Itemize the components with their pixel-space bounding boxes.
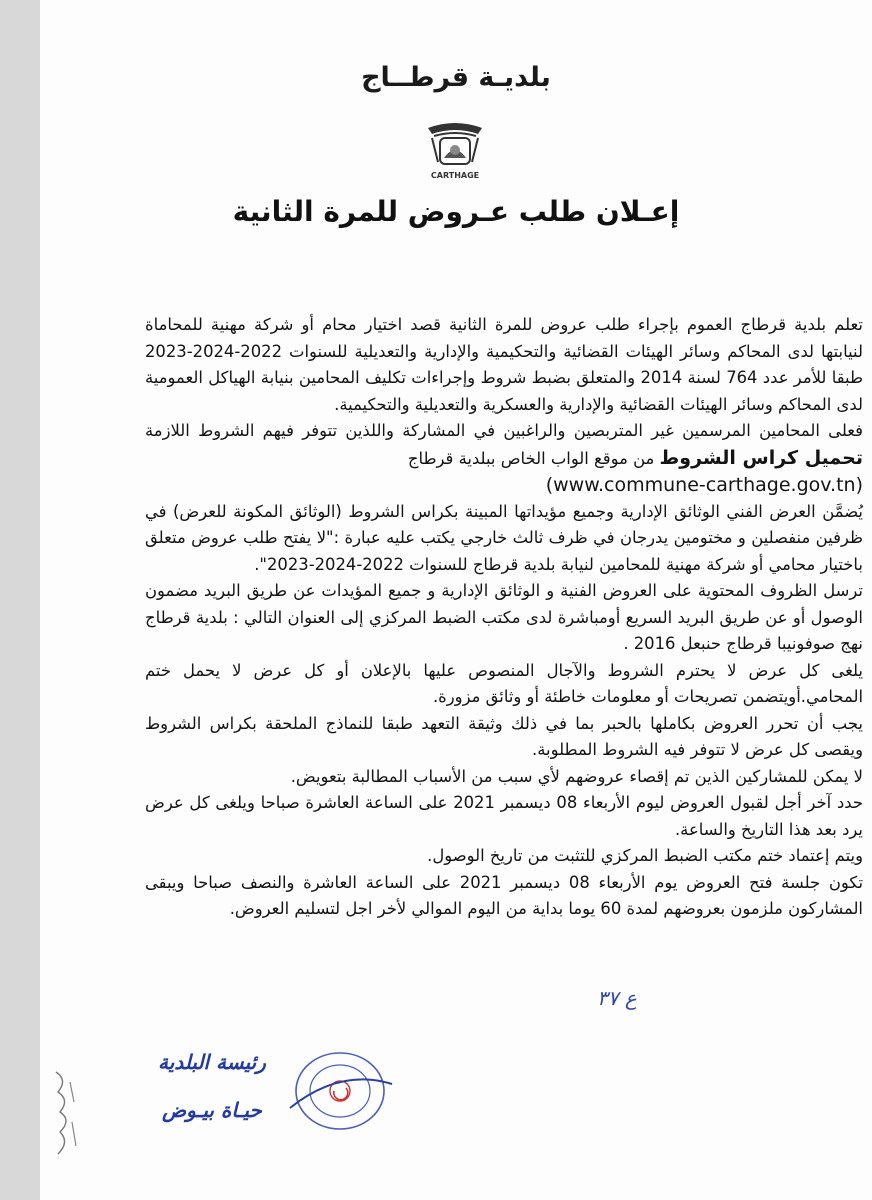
announcement-body [145,312,863,923]
institution-header: بلديـة قرطــاج [361,62,551,93]
margin-handwriting [48,1062,82,1172]
paragraph-opening-session: تكون جلسة فتح العروض يوم الأربعاء 08 ديسمبر 2021 على الساعة العاشرة والنصف صباحا ويبقى المشاركون ملزمون بعروضهم لمدة 60 يوما بداية من اليوم الموالي لأخر اجل لتسليم العروض. [145,872,864,918]
paragraph-submission: ترسل الظروف المحتوية على العروض الفنية و الوثائق الإدارية و جميع المؤيدات عن طريق البريد مضمون الوصول أو عن طريق البريد السريع أومباشرة لدى مكتب الضبط المركزي إلى العنوان التالي : بلدية قرطاج نهج صوفونيبا قرطاج حنبعل 2016 . [145,581,863,653]
handwritten-annotation: ع ٣٧ [597,986,637,1010]
paragraph-cancellation: يلغى كل عرض لا يحترم الشروط والآجال المنصوص عليها بالإعلان أو كل عرض لا يحمل ختم المحامي.أويتضمن تصريحات أو معلومات خاطئة أو وثائق مزورة. [145,660,863,706]
paragraph-no-compensation: لا يمكن للمشاركين الذين تم إقصاء عروضهم لأي سبب من الأسباب المطالبة بتعويض. [290,766,863,786]
signatory-name: حيـاة بيـوض [162,1098,262,1122]
download-emphasis: تحميل كراس الشروط [659,446,863,469]
announcement-title: إعـلان طلب عـروض للمرة الثانية [232,195,680,228]
paragraph-stamp: ويتم إعتماد ختم مكتب الضبط المركزي للتثبت من تاريخ الوصول. [427,846,863,865]
paragraph-technical-offer: يُضمَّن العرض الفني الوثائق الإدارية وجميع مؤيداتها المبينة بكراس الشروط (الوثائق المكونة للعرض) في ظرفين منفصلين و مختومين يدرجان في ظرف ثالث خارجي يكتب عليه عبارة :"لا يفتح طلب عروض متعلق باختيار محامي أو شركة مهنية للمحامين لنيابة بلدية قرطاج للسنوات 2022-2024-2023". [145,501,863,574]
download-text-before: فعلى المحامين المرسمين غير المتربصين والراغبين في المشاركة واللذين تتوفر فيهم الشروط اللازمة [145,421,863,440]
paragraph-intro: تعلم بلدية قرطاج العموم بإجراء طلب عروض للمرة الثانية قصد اختيار محام أو شركة مهنية للمحاماة لنيابتها لدى المحاكم وسائر الهيئات القضائية والتحكيمية والإدارية والتعديلية للسنوات 2022-2024-2023 طبقا للأمر عدد 764 لسنة 2014 والمتعلق بضبط شروط وإجراءات تكليف المحامين بنيابة الهياكل العمومية لدى المحاكم وسائر الهيئات القضائية والإدارية والعسكرية والتعديلية والتحكيمية. [145,315,863,414]
document-page [40,0,872,1200]
website-link[interactable]: (www.commune-carthage.gov.tn) [545,474,863,496]
download-text-after: من موقع الواب الخاص ببلدية قرطاج [407,448,655,468]
municipal-seal-icon [280,1048,400,1134]
signatory-title: رئيسة البلدية [158,1050,266,1074]
paragraph-download [145,418,863,499]
paragraph-deadline: حدد آخر أجل لقبول العروض ليوم الأربعاء 08 ديسمبر 2021 على الساعة العاشرة صباحا ويلغى كل عرض يرد بعد هذا التاريخ والساعة. [145,793,863,839]
carthage-emblem-icon [420,118,490,182]
logo-caption: CARTHAGE [430,171,480,180]
paragraph-ink-requirement: يجب أن تحرر العروض بكاملها بالحبر بما في ذلك وثيقة التعهد طبقا للنماذج الملحقة بكراس الشروط ويقصى كل عرض لا تتوفر فيه الشروط المطلوبة. [145,713,863,759]
